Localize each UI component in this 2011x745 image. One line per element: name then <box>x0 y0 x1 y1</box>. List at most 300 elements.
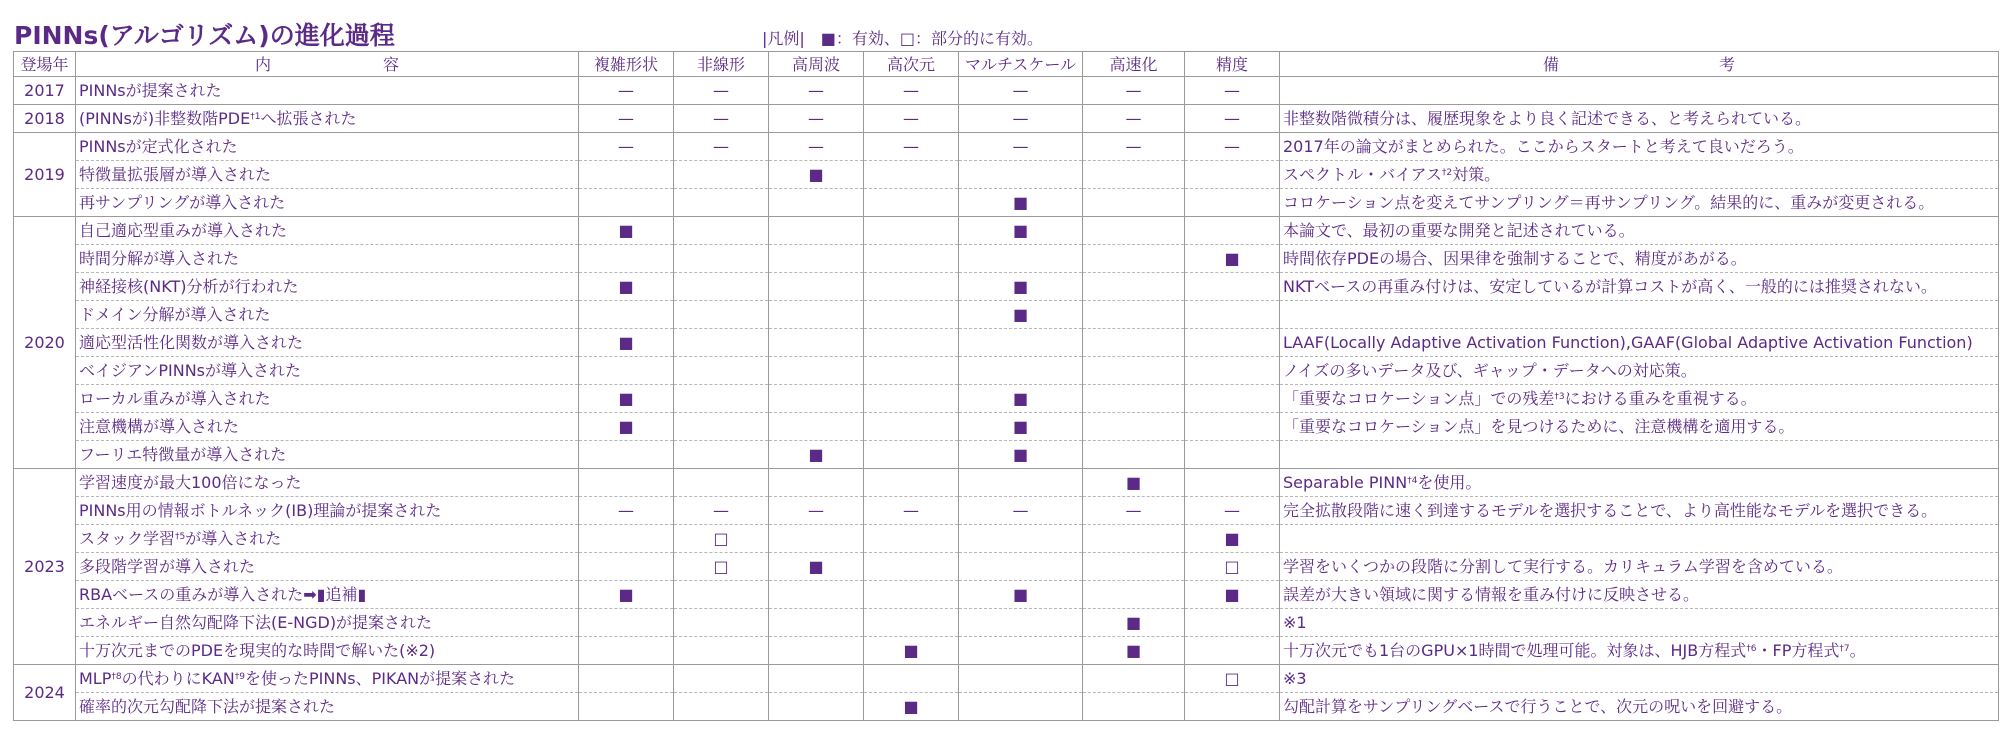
mark-cell <box>1083 693 1185 721</box>
mark-cell: — <box>1185 77 1280 105</box>
mark-cell <box>959 665 1083 693</box>
year-cell: 2023 <box>14 469 76 665</box>
table-row <box>14 245 1999 273</box>
mark-cell <box>1185 273 1280 301</box>
header-content: 内 容 <box>76 52 579 77</box>
mark-cell <box>1083 329 1185 357</box>
content-cell <box>76 441 579 469</box>
note-text: 完全拡散段階に速く到達するモデルを選択することで、より高性能なモデルを選択できる。 <box>1283 501 1938 520</box>
header-nonlinear: 非線形 <box>674 52 769 77</box>
note-cell <box>1280 609 1999 637</box>
mark-cell: — <box>1185 105 1280 133</box>
mark-cell <box>579 637 674 665</box>
mark-cell: — <box>864 497 959 525</box>
mark-cell: ■ <box>1083 637 1185 665</box>
mark-cell <box>1185 301 1280 329</box>
mark-cell <box>769 525 864 553</box>
mark-cell <box>769 273 864 301</box>
mark-cell <box>769 329 864 357</box>
footnote-mark: †7 <box>1839 644 1850 654</box>
mark-cell: ■ <box>864 693 959 721</box>
mark-cell: ■ <box>769 553 864 581</box>
content-cell <box>76 161 579 189</box>
note-cell <box>1280 273 1999 301</box>
note-cell <box>1280 329 1999 357</box>
content-text: 確率的次元勾配降下法が提案された <box>79 697 336 716</box>
note-text: ※3 <box>1283 669 1307 688</box>
content-text: RBAベースの重みが導入された➡▮追補▮ <box>79 585 367 604</box>
year-cell: 2018 <box>14 105 76 133</box>
content-text: 多段階学習が導入された <box>79 557 256 576</box>
mark-cell <box>769 189 864 217</box>
footnote-mark: †8 <box>111 672 122 682</box>
footnote-mark: †6 <box>1746 644 1757 654</box>
mark-cell <box>1083 245 1185 273</box>
mark-cell: □ <box>1185 665 1280 693</box>
mark-cell <box>959 469 1083 497</box>
table-row <box>14 693 1999 721</box>
mark-cell <box>674 581 769 609</box>
content-cell <box>76 609 579 637</box>
mark-cell <box>959 637 1083 665</box>
mark-cell <box>674 217 769 245</box>
mark-cell <box>674 469 769 497</box>
mark-cell: ■ <box>579 413 674 441</box>
content-text: 特徴量拡張層が導入された <box>79 165 272 184</box>
table-row <box>14 189 1999 217</box>
content-text: スタック学習 <box>79 529 176 548</box>
year-cell: 2019 <box>14 133 76 217</box>
mark-cell <box>1083 385 1185 413</box>
year-cell: 2020 <box>14 217 76 469</box>
note-text: 学習をいくつかの段階に分割して実行する。カリキュラム学習を含めている。 <box>1283 557 1843 576</box>
mark-cell: — <box>1083 105 1185 133</box>
table-row <box>14 665 1999 693</box>
mark-cell: ■ <box>769 161 864 189</box>
content-text: が導入された <box>185 529 282 548</box>
mark-cell <box>864 161 959 189</box>
note-text: 本論文で、最初の重要な開発と記述されている。 <box>1283 221 1635 240</box>
mark-cell: — <box>1083 133 1185 161</box>
note-text: LAAF(Locally Adaptive Activation Function),GAAF(Global Adaptive Activation Function) <box>1283 333 1973 352</box>
mark-cell: ■ <box>769 441 864 469</box>
content-text: エネルギー自然勾配降下法(E-NGD)が提案された <box>79 613 433 632</box>
mark-cell: — <box>959 105 1083 133</box>
mark-cell <box>959 553 1083 581</box>
note-text: を使用。 <box>1417 473 1482 492</box>
table-row <box>14 525 1999 553</box>
mark-cell <box>1185 637 1280 665</box>
note-cell <box>1280 189 1999 217</box>
footnote-mark: †9 <box>234 672 245 682</box>
mark-cell <box>674 161 769 189</box>
note-text: Separable PINN <box>1283 473 1408 492</box>
note-cell <box>1280 637 1999 665</box>
mark-cell <box>864 581 959 609</box>
header-accuracy: 精度 <box>1185 52 1280 77</box>
mark-cell: — <box>1083 77 1185 105</box>
mark-cell <box>864 553 959 581</box>
content-text: 適応型活性化関数が導入された <box>79 333 304 352</box>
mark-cell: — <box>579 77 674 105</box>
mark-cell <box>769 469 864 497</box>
mark-cell: ■ <box>959 413 1083 441</box>
content-text: ベイジアンPINNsが導入された <box>79 361 302 380</box>
footnote-mark: †2 <box>1441 168 1453 178</box>
mark-cell <box>959 245 1083 273</box>
note-text: コロケーション点を変えてサンプリング＝再サンプリング。結果的に、重みが変更される。 <box>1283 193 1935 212</box>
mark-cell <box>674 609 769 637</box>
note-cell <box>1280 665 1999 693</box>
header-high-frequency: 高周波 <box>769 52 864 77</box>
note-cell <box>1280 245 1999 273</box>
note-text: 誤差が大きい領域に関する情報を重み付けに反映させる。 <box>1283 585 1700 604</box>
note-text: 「重要なコロケーション点」での残差 <box>1283 389 1555 408</box>
content-text: PINNsが提案された <box>79 81 222 100</box>
note-text: 勾配計算をサンプリングベースで行うことで、次元の呪いを回避する。 <box>1283 697 1793 716</box>
mark-cell: ■ <box>579 329 674 357</box>
mark-cell <box>769 581 864 609</box>
header-speedup: 高速化 <box>1083 52 1185 77</box>
mark-cell <box>674 245 769 273</box>
note-cell <box>1280 385 1999 413</box>
header-high-dimension: 高次元 <box>864 52 959 77</box>
mark-cell: — <box>769 497 864 525</box>
note-text: 対策。 <box>1452 165 1501 184</box>
note-cell <box>1280 413 1999 441</box>
table-row <box>14 133 1999 161</box>
mark-cell <box>579 553 674 581</box>
content-text: の代わりにKAN <box>121 669 235 688</box>
mark-cell: — <box>959 133 1083 161</box>
mark-cell <box>864 217 959 245</box>
mark-cell <box>579 609 674 637</box>
mark-cell: — <box>864 105 959 133</box>
mark-cell <box>959 693 1083 721</box>
mark-cell <box>864 385 959 413</box>
content-cell <box>76 469 579 497</box>
mark-cell <box>864 413 959 441</box>
note-cell <box>1280 133 1999 161</box>
mark-cell <box>1185 693 1280 721</box>
mark-cell <box>1083 273 1185 301</box>
content-cell <box>76 413 579 441</box>
footnote-mark: †1 <box>250 112 261 122</box>
header-row <box>14 52 1999 77</box>
mark-cell <box>769 665 864 693</box>
note-cell <box>1280 553 1999 581</box>
note-text: ・FP方程式 <box>1756 641 1840 660</box>
table-row <box>14 301 1999 329</box>
mark-cell <box>1185 357 1280 385</box>
note-cell <box>1280 525 1999 553</box>
mark-cell <box>1185 385 1280 413</box>
mark-cell <box>1185 161 1280 189</box>
table-row <box>14 77 1999 105</box>
mark-cell <box>579 301 674 329</box>
header-complex-shape: 複雑形状 <box>579 52 674 77</box>
mark-cell: — <box>959 77 1083 105</box>
content-text: 学習速度が最大100倍になった <box>79 473 302 492</box>
content-cell <box>76 273 579 301</box>
mark-cell <box>579 245 674 273</box>
note-text: 「重要なコロケーション点」を見つけるために、注意機構を適用する。 <box>1283 417 1795 436</box>
table-row <box>14 105 1999 133</box>
table-row <box>14 217 1999 245</box>
content-text: 自己適応型重みが導入された <box>79 221 288 240</box>
content-cell <box>76 189 579 217</box>
mark-cell <box>579 357 674 385</box>
legend: |凡例| ■：有効、□：部分的に有効。 <box>762 29 1044 48</box>
mark-cell <box>1185 413 1280 441</box>
mark-cell: — <box>864 77 959 105</box>
mark-cell <box>1185 609 1280 637</box>
note-cell <box>1280 161 1999 189</box>
note-text: 非整数階微積分は、履歴現象をより良く記述できる、と考えられている。 <box>1283 109 1812 128</box>
table-row <box>14 581 1999 609</box>
mark-cell <box>769 413 864 441</box>
mark-cell <box>1083 301 1185 329</box>
mark-cell <box>1083 553 1185 581</box>
content-text: を使ったPINNs、PIKANが提案された <box>244 669 516 688</box>
footnote-mark: †3 <box>1554 392 1565 402</box>
mark-cell <box>769 245 864 273</box>
content-text: 再サンプリングが導入された <box>79 193 286 212</box>
mark-cell <box>579 665 674 693</box>
mark-cell: — <box>864 133 959 161</box>
content-text: MLP <box>79 669 112 688</box>
mark-cell: ■ <box>959 273 1083 301</box>
content-text: フーリエ特徴量が導入された <box>79 445 287 464</box>
table-row <box>14 161 1999 189</box>
note-text: ノイズの多いデータ及び、ギャップ・データへの対応策。 <box>1283 361 1697 380</box>
mark-cell: □ <box>674 553 769 581</box>
mark-cell <box>674 665 769 693</box>
content-cell <box>76 581 579 609</box>
note-cell <box>1280 217 1999 245</box>
mark-cell <box>769 301 864 329</box>
mark-cell <box>1185 469 1280 497</box>
mark-cell: ■ <box>1185 581 1280 609</box>
content-text: ドメイン分解が導入された <box>79 305 271 324</box>
mark-cell: ■ <box>959 301 1083 329</box>
mark-cell <box>959 357 1083 385</box>
mark-cell <box>864 189 959 217</box>
page-title: PINNs(アルゴリズム)の進化過程 <box>14 21 395 50</box>
content-text: PINNsが定式化された <box>79 137 238 156</box>
content-cell <box>76 637 579 665</box>
mark-cell <box>1083 525 1185 553</box>
table-row <box>14 637 1999 665</box>
mark-cell: ■ <box>1185 245 1280 273</box>
mark-cell <box>579 161 674 189</box>
mark-cell: ■ <box>1185 525 1280 553</box>
mark-cell <box>864 329 959 357</box>
mark-cell <box>1083 189 1185 217</box>
note-text: 時間依存PDEの場合、因果律を強制することで、精度があがる。 <box>1283 249 1747 268</box>
mark-cell <box>674 637 769 665</box>
mark-cell <box>674 693 769 721</box>
content-cell <box>76 525 579 553</box>
mark-cell <box>1185 217 1280 245</box>
year-cell: 2024 <box>14 665 76 721</box>
note-cell <box>1280 469 1999 497</box>
mark-cell: ■ <box>959 581 1083 609</box>
note-text: NKTベースの再重み付けは、安定しているが計算コストが高く、一般的には推奨されない。 <box>1283 277 1937 296</box>
mark-cell <box>864 469 959 497</box>
content-cell <box>76 217 579 245</box>
mark-cell: □ <box>674 525 769 553</box>
mark-cell: — <box>769 105 864 133</box>
mark-cell: — <box>674 133 769 161</box>
mark-cell: ■ <box>579 581 674 609</box>
mark-cell: — <box>674 105 769 133</box>
mark-cell <box>1083 581 1185 609</box>
mark-cell <box>769 693 864 721</box>
table-row <box>14 441 1999 469</box>
content-cell <box>76 245 579 273</box>
mark-cell: — <box>1185 497 1280 525</box>
footnote-mark: †4 <box>1407 476 1418 486</box>
note-text: 。 <box>1849 641 1866 660</box>
evolution-table <box>13 51 1999 721</box>
content-text: (PINNsが)非整数階PDE <box>79 109 251 128</box>
content-text: 十万次元までのPDEを現実的な時間で解いた(※2) <box>79 641 436 660</box>
mark-cell: ■ <box>864 637 959 665</box>
content-cell <box>76 77 579 105</box>
mark-cell <box>769 385 864 413</box>
mark-cell: ■ <box>1083 609 1185 637</box>
mark-cell: — <box>579 105 674 133</box>
mark-cell <box>864 273 959 301</box>
mark-cell <box>579 693 674 721</box>
table-row <box>14 609 1999 637</box>
content-text: ローカル重みが導入された <box>79 389 271 408</box>
mark-cell: □ <box>1185 553 1280 581</box>
mark-cell: — <box>579 133 674 161</box>
mark-cell <box>769 637 864 665</box>
content-text: 神経接核(NKT)分析が行われた <box>79 277 299 296</box>
header-year: 登場年 <box>14 52 76 77</box>
note-text: 2017年の論文がまとめられた。ここからスタートと考えて良いだろう。 <box>1283 137 1804 156</box>
mark-cell <box>579 441 674 469</box>
mark-cell <box>1083 413 1185 441</box>
mark-cell: — <box>1083 497 1185 525</box>
table-row <box>14 469 1999 497</box>
mark-cell: ■ <box>959 217 1083 245</box>
content-cell <box>76 133 579 161</box>
mark-cell: ■ <box>579 385 674 413</box>
content-cell <box>76 105 579 133</box>
table-row <box>14 273 1999 301</box>
mark-cell <box>674 441 769 469</box>
mark-cell <box>959 609 1083 637</box>
note-text: 十万次元でも1台のGPU×1時間で処理可能。対象は、HJB方程式 <box>1283 641 1747 660</box>
mark-cell <box>769 609 864 637</box>
mark-cell <box>864 441 959 469</box>
mark-cell <box>959 329 1083 357</box>
mark-cell <box>864 245 959 273</box>
mark-cell: — <box>674 77 769 105</box>
mark-cell: — <box>769 77 864 105</box>
note-cell <box>1280 357 1999 385</box>
mark-cell <box>864 301 959 329</box>
header-multiscale: マルチスケール <box>959 52 1083 77</box>
note-text: における重みを重視する。 <box>1564 389 1757 408</box>
mark-cell <box>864 665 959 693</box>
mark-cell <box>579 525 674 553</box>
content-text: PINNs用の情報ボトルネック(IB)理論が提案された <box>79 501 442 520</box>
table-row <box>14 385 1999 413</box>
mark-cell <box>1083 665 1185 693</box>
table-row <box>14 553 1999 581</box>
note-text: スペクトル・バイアス <box>1283 165 1442 184</box>
header-note: 備 考 <box>1280 52 1999 77</box>
note-cell <box>1280 301 1999 329</box>
content-cell <box>76 665 579 693</box>
content-cell <box>76 693 579 721</box>
table-row <box>14 357 1999 385</box>
note-cell <box>1280 105 1999 133</box>
mark-cell <box>1083 161 1185 189</box>
mark-cell: — <box>769 133 864 161</box>
table-row <box>14 497 1999 525</box>
mark-cell <box>674 189 769 217</box>
mark-cell <box>674 385 769 413</box>
mark-cell: ■ <box>579 217 674 245</box>
mark-cell <box>1185 189 1280 217</box>
content-text: 注意機構が導入された <box>79 417 240 436</box>
content-text: へ拡張された <box>260 109 357 128</box>
mark-cell: ■ <box>959 441 1083 469</box>
content-cell <box>76 357 579 385</box>
content-cell <box>76 497 579 525</box>
mark-cell: ■ <box>579 273 674 301</box>
year-cell: 2017 <box>14 77 76 105</box>
note-cell <box>1280 77 1999 105</box>
content-cell <box>76 329 579 357</box>
mark-cell <box>1185 441 1280 469</box>
mark-cell <box>579 189 674 217</box>
mark-cell <box>769 217 864 245</box>
content-text: 時間分解が導入された <box>79 249 240 268</box>
mark-cell <box>1185 329 1280 357</box>
table-row <box>14 329 1999 357</box>
mark-cell: — <box>674 497 769 525</box>
mark-cell: ■ <box>959 385 1083 413</box>
mark-cell <box>1083 441 1185 469</box>
note-text: ※1 <box>1283 613 1307 632</box>
content-cell <box>76 385 579 413</box>
note-cell <box>1280 693 1999 721</box>
mark-cell <box>864 609 959 637</box>
mark-cell <box>674 357 769 385</box>
note-cell <box>1280 581 1999 609</box>
content-cell <box>76 301 579 329</box>
mark-cell <box>959 161 1083 189</box>
note-cell <box>1280 441 1999 469</box>
content-cell <box>76 553 579 581</box>
mark-cell <box>769 357 864 385</box>
mark-cell <box>1083 217 1185 245</box>
mark-cell <box>959 525 1083 553</box>
mark-cell <box>674 273 769 301</box>
mark-cell: — <box>959 497 1083 525</box>
mark-cell <box>579 469 674 497</box>
table-row <box>14 413 1999 441</box>
mark-cell: ■ <box>1083 469 1185 497</box>
footnote-mark: †5 <box>175 532 186 542</box>
